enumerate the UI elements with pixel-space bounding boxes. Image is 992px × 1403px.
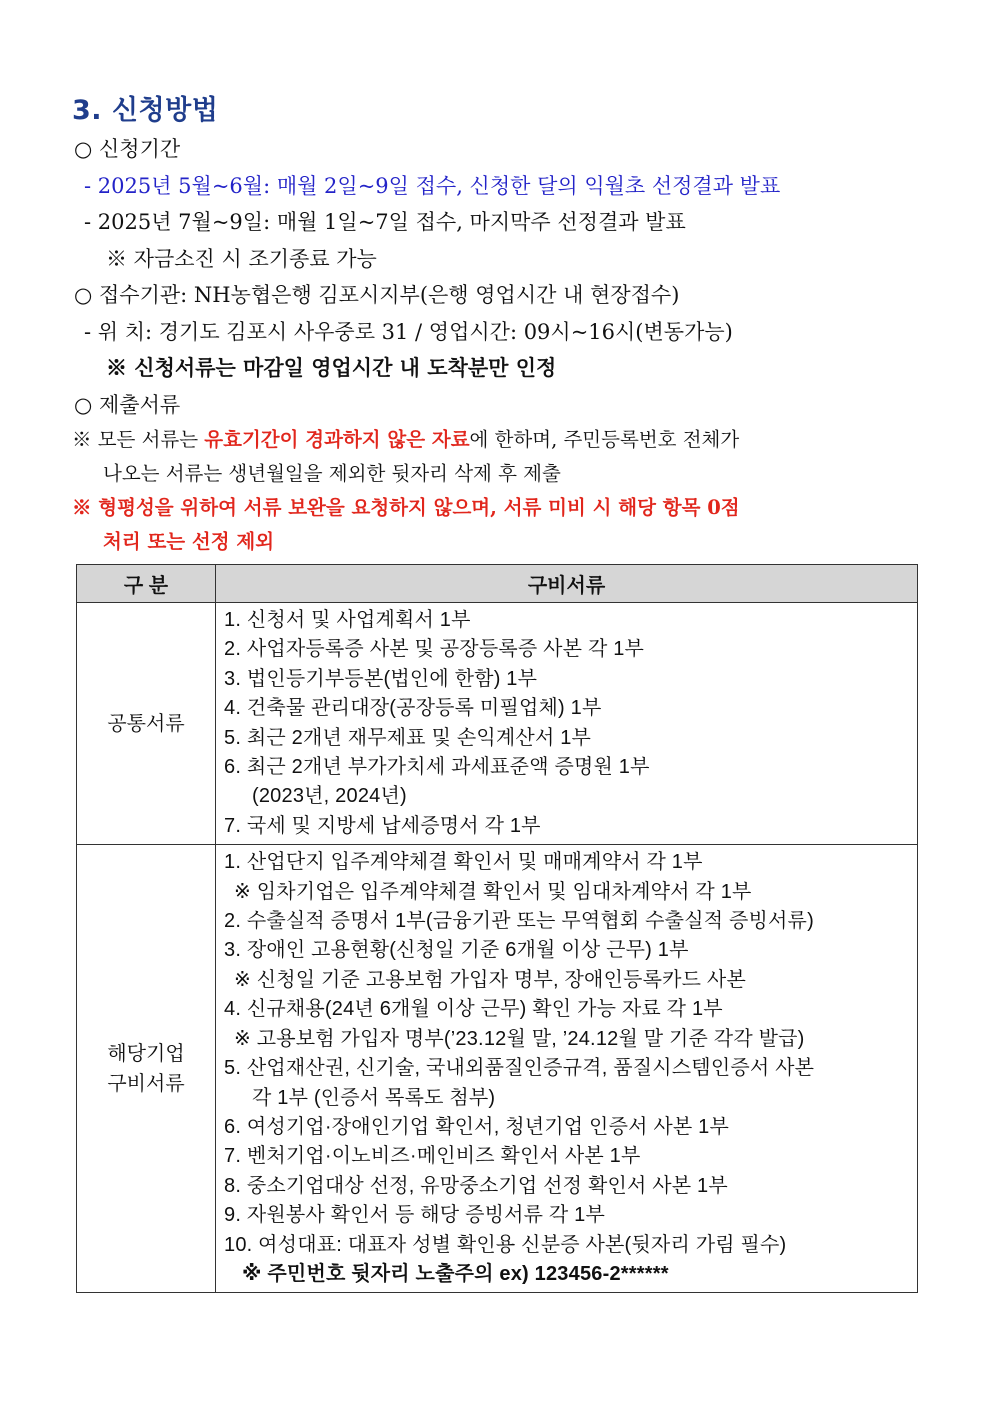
documents-warning-1: ※ 형평성을 위하여 서류 보완을 요청하지 않으며, 서류 미비 시 해당 항목 0점 — [72, 496, 740, 519]
documents-warning-2: 처리 또는 선정 제외 — [103, 530, 275, 553]
note-suffix: 에 한하며, 주민등록번호 전체가 — [469, 428, 740, 451]
table-header-row — [77, 565, 918, 603]
agency-deadline-note: ※ 신청서류는 마감일 영업시간 내 도착분만 인정 — [106, 355, 557, 380]
documents-specific — [216, 845, 918, 1293]
list-item: 3. 장애인 고용현황(신청일 기준 6개월 이상 근무) 1부 — [224, 939, 689, 962]
documents-common — [216, 603, 918, 845]
category-common: 공통서류 — [77, 603, 216, 845]
list-item: 4. 신규채용(24년 6개월 이상 근무) 확인 가능 자료 각 1부 — [224, 998, 723, 1021]
table-row-common — [77, 603, 918, 845]
period-line-2: - 2025년 7월~9일: 매월 1일~7일 접수, 마지막주 선정결과 발표 — [84, 210, 686, 234]
header-documents: 구비서류 — [216, 565, 918, 603]
list-item: 2. 수출실적 증명서 1부(금융기관 또는 무역협회 수출실적 증빙서류) — [224, 910, 814, 933]
list-item: 5. 최근 2개년 재무제표 및 손익계산서 1부 — [224, 726, 592, 749]
table-row-specific — [77, 845, 918, 1293]
list-item: 각 1부 (인증서 목록도 첨부) — [252, 1086, 496, 1109]
list-item: 1. 신청서 및 사업계획서 1부 — [224, 609, 471, 631]
list-item: (2023년, 2024년) — [252, 785, 407, 808]
note-prefix: ※ 모든 서류는 — [72, 428, 205, 451]
documents-heading: ○ 제출서류 — [74, 392, 181, 417]
list-item: 4. 건축물 관리대장(공장등록 미필업체) 1부 — [224, 697, 602, 720]
period-line-1: - 2025년 5월~6월: 매월 2일~9일 접수, 신청한 달의 익월초 선정결과 발표 — [84, 173, 781, 198]
list-item: 6. 최근 2개년 부가가치세 과세표준액 증명원 1부 — [224, 756, 650, 779]
agency-heading: ○ 접수기관: NH농협은행 김포시지부(은행 영업시간 내 현장접수) — [74, 283, 680, 307]
agency-location: - 위 치: 경기도 김포시 사우중로 31 / 영업시간: 09시~16시(변동가능) — [84, 319, 733, 344]
period-note: ※ 자금소진 시 조기종료 가능 — [106, 246, 377, 271]
document-page — [70, 88, 930, 1285]
list-item: 6. 여성기업·장애인기업 확인서, 청년기업 인증서 사본 1부 — [224, 1115, 729, 1138]
list-item: 7. 벤처기업·이노비즈·메인비즈 확인서 사본 1부 — [224, 1145, 641, 1168]
category-specific — [77, 845, 216, 1293]
required-documents-table — [76, 564, 918, 1293]
list-item: 10. 여성대표: 대표자 성별 확인용 신분증 사본(뒷자리 가림 필수) — [224, 1233, 787, 1256]
documents-note-1-cont: 나오는 서류는 생년월일을 제외한 뒷자리 삭제 후 제출 — [103, 462, 561, 485]
list-item: ※ 고용보험 가입자 명부(’23.12월 말, ’24.12월 말 기준 각각 발급) — [234, 1027, 805, 1050]
list-item: ※ 신청일 기준 고용보험 가입자 명부, 장애인등록카드 사본 — [234, 968, 746, 991]
documents-note-1 — [72, 423, 930, 457]
list-item: 5. 산업재산권, 신기술, 국내외품질인증규격, 품질시스템인증서 사본 — [224, 1057, 815, 1080]
list-item: 2. 사업자등록증 사본 및 공장등록증 사본 각 1부 — [224, 638, 645, 661]
period-heading: ○ 신청기간 — [74, 137, 181, 161]
category-line-2: 구비서류 — [107, 1072, 185, 1095]
list-item: 8. 중소기업대상 선정, 유망중소기업 선정 확인서 사본 1부 — [224, 1174, 728, 1197]
note-highlight: 유효기간이 경과하지 않은 자료 — [204, 428, 470, 451]
list-item: ※ 주민번호 뒷자리 노출주의 ex) 123456-2****** — [242, 1262, 669, 1285]
list-item: ※ 임차기업은 입주계약체결 확인서 및 임대차계약서 각 1부 — [234, 880, 752, 903]
list-item: 1. 산업단지 입주계약체결 확인서 및 매매계약서 각 1부 — [224, 851, 703, 874]
category-line-1: 해당기업 — [107, 1042, 185, 1065]
section-title: 3. 신청방법 — [72, 95, 219, 126]
list-item: 3. 법인등기부등본(법인에 한함) 1부 — [224, 667, 538, 690]
list-item: 7. 국세 및 지방세 납세증명서 각 1부 — [224, 814, 541, 837]
header-category: 구 분 — [77, 565, 216, 603]
list-item: 9. 자원봉사 확인서 등 해당 증빙서류 각 1부 — [224, 1204, 606, 1227]
